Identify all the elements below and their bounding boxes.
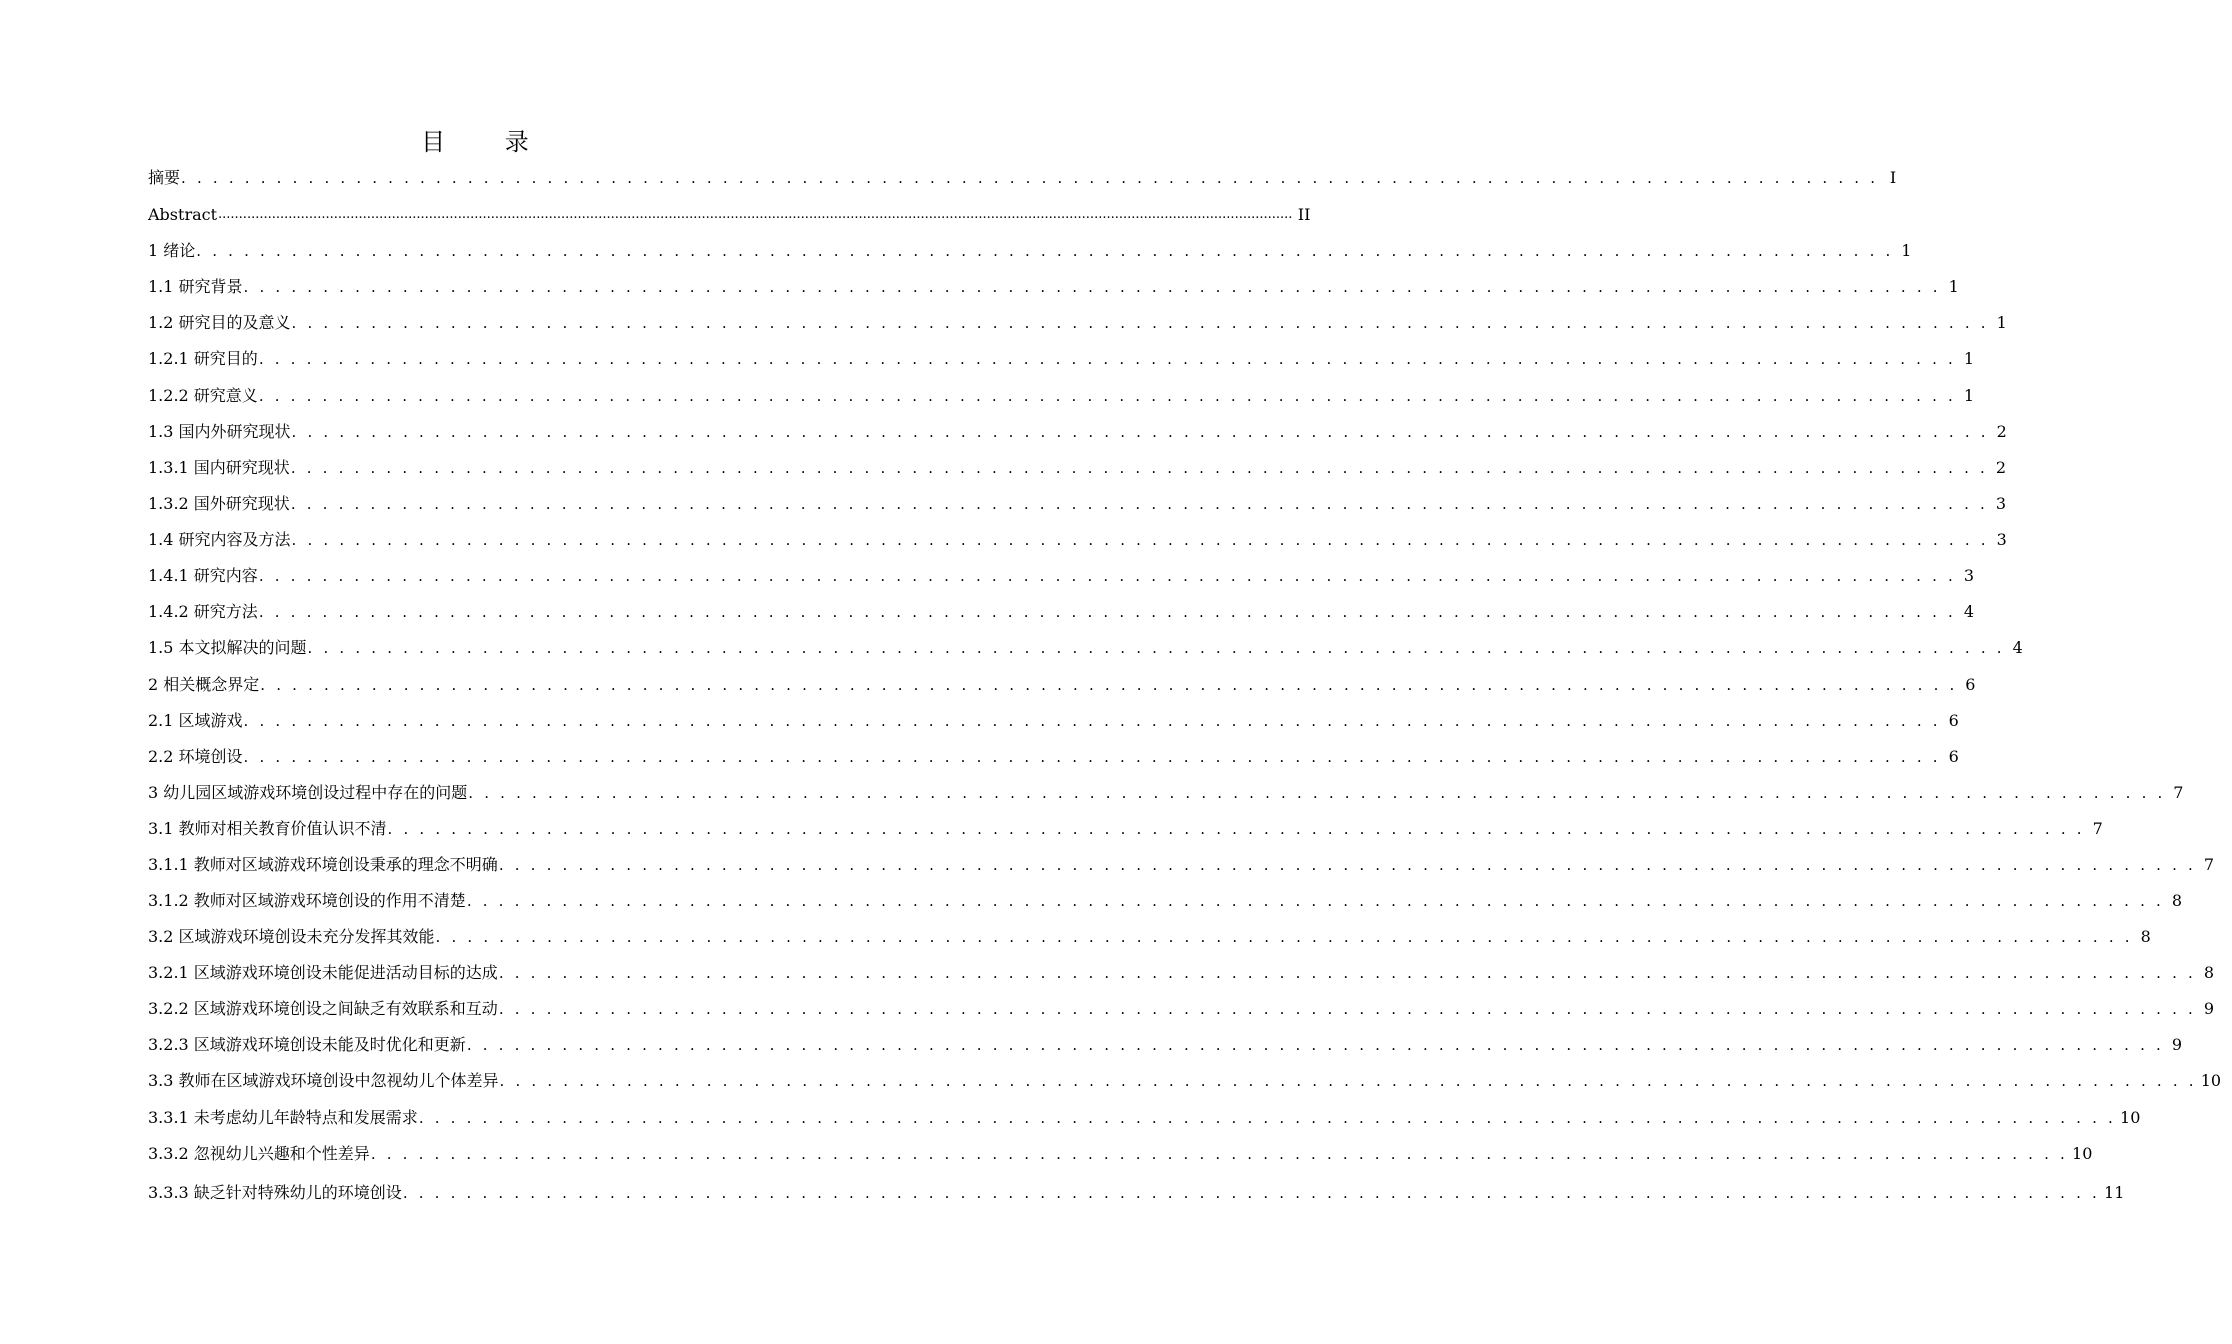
- toc-leader-dots: . . . . . . . . . . . . . . . . . . . . . . . . . . . . . . . . . . . . . . . . . . . . . . . . . . . . . . . . . . . . . . . . . . . . . . . . . . . . . . . . . . . . . . . . . . . . . . . . . . . . . . . . . . .: [435, 928, 2133, 946]
- toc-leader-dots: . . . . . . . . . . . . . . . . . . . . . . . . . . . . . . . . . . . . . . . . . . . . . . . . . . . . . . . . . . . . . . . . . . . . . . . . . . . . . . . . . . . . . . . . . . . . . . . . . . . . . . . . . . .: [258, 567, 1957, 585]
- toc-entry[interactable]: [148, 775, 2184, 803]
- toc-page-number: 8: [2203, 963, 2215, 982]
- toc-entry[interactable]: [148, 522, 2007, 550]
- toc-leader-dots: . . . . . . . . . . . . . . . . . . . . . . . . . . . . . . . . . . . . . . . . . . . . . . . . . . . . . . . . . . . . . . . . . . . . . . . . . . . . . . . . . . . . . . . . . . . . . . . . . . . . . . . . . . .: [181, 169, 1879, 187]
- toc-entry[interactable]: [148, 847, 2215, 875]
- toc-leader-dots: . . . . . . . . . . . . . . . . . . . . . . . . . . . . . . . . . . . . . . . . . . . . . . . . . . . . . . . . . . . . . . . . . . . . . . . . . . . . . . . . . . . . . . . . . . . . . . . . . . . . . . . . . . .: [498, 856, 2197, 874]
- toc-entry[interactable]: [148, 1063, 2222, 1091]
- toc-leader-dots: . . . . . . . . . . . . . . . . . . . . . . . . . . . . . . . . . . . . . . . . . . . . . . . . . . . . . . . . . . . . . . . . . . . . . . . . . . . . . . . . . . . . . . . . . . . . . . . . . . . . . . . . . . .: [402, 1184, 2101, 1202]
- toc-leader-dots: . . . . . . . . . . . . . . . . . . . . . . . . . . . . . . . . . . . . . . . . . . . . . . . . . . . . . . . . . . . . . . . . . . . . . . . . . . . . . . . . . . . . . . . . . . . . . . . . . . . . . . . . . . .: [290, 495, 1989, 513]
- toc-entry[interactable]: [148, 1136, 2093, 1164]
- toc-entry-label: 3.3 教师在区域游戏环境创设中忽视幼儿个体差异: [148, 1071, 499, 1090]
- toc-entry-label: 3.1.2 教师对区域游戏环境创设的作用不清楚: [148, 891, 466, 910]
- toc-entry[interactable]: [148, 1175, 2125, 1203]
- toc-page-number: 4: [1963, 602, 1975, 621]
- toc-leader-dots: . . . . . . . . . . . . . . . . . . . . . . . . . . . . . . . . . . . . . . . . . . . . . . . . . . . . . . . . . . . . . . . . . . . . . . . . . . . . . . . . . . . . . . . . . . . . . . . . . . . . . . . . . . .: [307, 639, 2005, 657]
- toc-entry[interactable]: [148, 269, 1959, 297]
- toc-page-number: 1: [1963, 386, 1975, 405]
- toc-leader-dots: . . . . . . . . . . . . . . . . . . . . . . . . . . . . . . . . . . . . . . . . . . . . . . . . . . . . . . . . . . . . . . . . . . . . . . . . . . . . . . . . . . . . . . . . . . . . . . . . . . . . . . . . . . .: [243, 748, 1941, 766]
- toc-leader-dots: . . . . . . . . . . . . . . . . . . . . . . . . . . . . . . . . . . . . . . . . . . . . . . . . . . . . . . . . . . . . . . . . . . . . . . . . . . . . . . . . . . . . . . . . . . . . . . . . . . . . . . . . . . .: [196, 242, 1894, 260]
- toc-leader-dots: . . . . . . . . . . . . . . . . . . . . . . . . . . . . . . . . . . . . . . . . . . . . . . . . . . . . . . . . . . . . . . . . . . . . . . . . . . . . . . . . . . . . . . . . . . . . . . . . . . . . . . . . . . .: [291, 423, 1989, 441]
- toc-entry-label: 2 相关概念界定: [148, 675, 260, 694]
- toc-page-number: 2: [1995, 458, 2007, 477]
- toc-entry-label: 3 幼儿园区域游戏环境创设过程中存在的问题: [148, 783, 468, 802]
- toc-page-number: 8: [2171, 891, 2183, 910]
- toc-entry-label: 3.1.1 教师对区域游戏环境创设秉承的理念不明确: [148, 855, 498, 874]
- toc-leader-dots: . . . . . . . . . . . . . . . . . . . . . . . . . . . . . . . . . . . . . . . . . . . . . . . . . . . . . . . . . . . . . . . . . . . . . . . . . . . . . . . . . . . . . . . . . . . . . . . . . . . . . . . . . . .: [258, 603, 1957, 621]
- toc-entry-label: 3.3.2 忽视幼儿兴趣和个性差异: [148, 1144, 370, 1163]
- toc-page-number: 3: [1995, 494, 2007, 513]
- toc-page-number: 1: [1996, 313, 2007, 332]
- toc-entry-label: 1.2.1 研究目的: [148, 349, 258, 368]
- toc-entry-label: 1.3.2 国外研究现状: [148, 494, 290, 513]
- toc-page-number: I: [1889, 168, 1897, 187]
- toc-entry-label: 3.2 区域游戏环境创设未充分发挥其效能: [148, 927, 435, 946]
- toc-leader-dots: . . . . . . . . . . . . . . . . . . . . . . . . . . . . . . . . . . . . . . . . . . . . . . . . . . . . . . . . . . . . . . . . . . . . . . . . . . . . . . . . . . . . . . . . . . . . . . . . . . . . . . . . . . .: [258, 387, 1957, 405]
- toc-page-number: 6: [1948, 747, 1959, 766]
- toc-entry[interactable]: [148, 919, 2151, 947]
- toc-entry-label: 3.3.1 未考虑幼儿年龄特点和发展需求: [148, 1108, 418, 1127]
- toc-entry-label: 摘要: [148, 168, 181, 187]
- toc-entry[interactable]: [148, 594, 1975, 622]
- toc-leader-dots: . . . . . . . . . . . . . . . . . . . . . . . . . . . . . . . . . . . . . . . . . . . . . . . . . . . . . . . . . . . . . . . . . . . . . . . . . . . . . . . . . . . . . . . . . . . . . . . . . . . . . . . . . . .: [418, 1109, 2117, 1127]
- toc-entry-label: 2.2 环境创设: [148, 747, 243, 766]
- toc-entry[interactable]: [148, 414, 2007, 442]
- toc-page-number: 7: [2203, 855, 2215, 874]
- toc-leader-dots: . . . . . . . . . . . . . . . . . . . . . . . . . . . . . . . . . . . . . . . . . . . . . . . . . . . . . . . . . . . . . . . . . . . . . . . . . . . . . . . . . . . . . . . . . . . . . . . . . . . . . . . . . . .: [290, 459, 1989, 477]
- toc-entry-label: 3.3.3 缺乏针对特殊幼儿的环境创设: [148, 1183, 402, 1202]
- toc-leader-dots: . . . . . . . . . . . . . . . . . . . . . . . . . . . . . . . . . . . . . . . . . . . . . . . . . . . . . . . . . . . . . . . . . . . . . . . . . . . . . . . . . . . . . . . . . . . . . . . . . . . . . . . . . . .: [466, 892, 2165, 910]
- toc-page-number: 6: [1948, 711, 1959, 730]
- toc-entry-label: 1.4.1 研究内容: [148, 566, 258, 585]
- toc-entry[interactable]: [148, 450, 2007, 478]
- toc-entry[interactable]: [148, 1027, 2183, 1055]
- toc-page-number: 10: [2072, 1144, 2093, 1163]
- toc-entry[interactable]: [148, 233, 1912, 261]
- toc-page-number: 2: [1996, 422, 2007, 441]
- toc-leader-dots: . . . . . . . . . . . . . . . . . . . . . . . . . . . . . . . . . . . . . . . . . . . . . . . . . . . . . . . . . . . . . . . . . . . . . . . . . . . . . . . . . . . . . . . . . . . . . . . . . . . . . . . . . . .: [370, 1145, 2069, 1163]
- toc-entry-label: 1.5 本文拟解决的问题: [148, 638, 307, 657]
- toc-leader-dots: ....................................................................................................................................................................................................................................................................: [218, 207, 1293, 222]
- toc-page-number: 9: [2203, 999, 2215, 1018]
- toc-leader-dots: . . . . . . . . . . . . . . . . . . . . . . . . . . . . . . . . . . . . . . . . . . . . . . . . . . . . . . . . . . . . . . . . . . . . . . . . . . . . . . . . . . . . . . . . . . . . . . . . . . . . . . . . . . .: [468, 784, 2166, 802]
- toc-entry[interactable]: [148, 883, 2183, 911]
- toc-entry[interactable]: [148, 160, 1897, 188]
- toc-page-number: 10: [2200, 1071, 2222, 1090]
- toc-page-number: 8: [2140, 927, 2151, 946]
- toc-entry[interactable]: [148, 667, 1976, 695]
- page-title: 目 录: [421, 128, 555, 156]
- toc-entry[interactable]: [148, 1100, 2141, 1128]
- toc-leader-dots: . . . . . . . . . . . . . . . . . . . . . . . . . . . . . . . . . . . . . . . . . . . . . . . . . . . . . . . . . . . . . . . . . . . . . . . . . . . . . . . . . . . . . . . . . . . . . . . . . . . . . . . . . . .: [499, 1072, 2197, 1090]
- toc-leader-dots: . . . . . . . . . . . . . . . . . . . . . . . . . . . . . . . . . . . . . . . . . . . . . . . . . . . . . . . . . . . . . . . . . . . . . . . . . . . . . . . . . . . . . . . . . . . . . . . . . . . . . . . . . . .: [291, 531, 1989, 549]
- toc-entry[interactable]: [148, 197, 1311, 225]
- toc-page-number: 7: [2173, 783, 2184, 802]
- toc-entry[interactable]: [148, 378, 1975, 406]
- toc-entry-label: 1 绪论: [148, 241, 196, 260]
- toc-entry[interactable]: [148, 486, 2007, 514]
- toc-entry[interactable]: [148, 703, 1959, 731]
- toc-leader-dots: . . . . . . . . . . . . . . . . . . . . . . . . . . . . . . . . . . . . . . . . . . . . . . . . . . . . . . . . . . . . . . . . . . . . . . . . . . . . . . . . . . . . . . . . . . . . . . . . . . . . . . . . . . .: [260, 676, 1958, 694]
- toc-entry-label: 1.1 研究背景: [148, 277, 243, 296]
- toc-leader-dots: . . . . . . . . . . . . . . . . . . . . . . . . . . . . . . . . . . . . . . . . . . . . . . . . . . . . . . . . . . . . . . . . . . . . . . . . . . . . . . . . . . . . . . . . . . . . . . . . . . . . . . . . . . .: [291, 314, 1989, 332]
- toc-page-number: 4: [2012, 638, 2023, 657]
- toc-entry-label: Abstract: [148, 205, 218, 224]
- toc-page-number: 1: [1963, 349, 1975, 368]
- toc-entry[interactable]: [148, 305, 2007, 333]
- toc-entry-label: 1.4.2 研究方法: [148, 602, 258, 621]
- toc-entry-label: 3.2.2 区域游戏环境创设之间缺乏有效联系和互动: [148, 999, 498, 1018]
- toc-leader-dots: . . . . . . . . . . . . . . . . . . . . . . . . . . . . . . . . . . . . . . . . . . . . . . . . . . . . . . . . . . . . . . . . . . . . . . . . . . . . . . . . . . . . . . . . . . . . . . . . . . . . . . . . . . .: [498, 964, 2197, 982]
- toc-leader-dots: . . . . . . . . . . . . . . . . . . . . . . . . . . . . . . . . . . . . . . . . . . . . . . . . . . . . . . . . . . . . . . . . . . . . . . . . . . . . . . . . . . . . . . . . . . . . . . . . . . . . . . . . . . .: [243, 712, 1941, 730]
- toc-entry-label: 3.2.3 区域游戏环境创设未能及时优化和更新: [148, 1035, 466, 1054]
- toc-page-number: 7: [2092, 819, 2103, 838]
- toc-page-number: II: [1297, 205, 1311, 224]
- toc-leader-dots: . . . . . . . . . . . . . . . . . . . . . . . . . . . . . . . . . . . . . . . . . . . . . . . . . . . . . . . . . . . . . . . . . . . . . . . . . . . . . . . . . . . . . . . . . . . . . . . . . . . . . . . . . . .: [243, 278, 1941, 296]
- toc-entry-label: 3.2.1 区域游戏环境创设未能促进活动目标的达成: [148, 963, 498, 982]
- toc-entry[interactable]: [148, 991, 2215, 1019]
- toc-entry-label: 1.2 研究目的及意义: [148, 313, 291, 332]
- toc-page-number: 9: [2171, 1035, 2183, 1054]
- toc-leader-dots: . . . . . . . . . . . . . . . . . . . . . . . . . . . . . . . . . . . . . . . . . . . . . . . . . . . . . . . . . . . . . . . . . . . . . . . . . . . . . . . . . . . . . . . . . . . . . . . . . . . . . . . . . . .: [387, 820, 2085, 838]
- toc-leader-dots: . . . . . . . . . . . . . . . . . . . . . . . . . . . . . . . . . . . . . . . . . . . . . . . . . . . . . . . . . . . . . . . . . . . . . . . . . . . . . . . . . . . . . . . . . . . . . . . . . . . . . . . . . . .: [498, 1000, 2197, 1018]
- toc-entry-label: 1.3.1 国内研究现状: [148, 458, 290, 477]
- toc-entry[interactable]: [148, 630, 2023, 658]
- toc-entry-label: 1.2.2 研究意义: [148, 386, 258, 405]
- toc-page-number: 3: [1963, 566, 1975, 585]
- toc-entry[interactable]: [148, 811, 2103, 839]
- toc-entry[interactable]: [148, 739, 1959, 767]
- toc-leader-dots: . . . . . . . . . . . . . . . . . . . . . . . . . . . . . . . . . . . . . . . . . . . . . . . . . . . . . . . . . . . . . . . . . . . . . . . . . . . . . . . . . . . . . . . . . . . . . . . . . . . . . . . . . . .: [258, 350, 1957, 368]
- toc-page-number: 11: [2104, 1183, 2125, 1202]
- toc-entry-label: 1.3 国内外研究现状: [148, 422, 291, 441]
- toc-entry[interactable]: [148, 341, 1975, 369]
- toc-page-number: 1: [1901, 241, 1912, 260]
- toc-entry[interactable]: [148, 558, 1975, 586]
- toc-entry-label: 1.4 研究内容及方法: [148, 530, 291, 549]
- toc-entry-label: 2.1 区域游戏: [148, 711, 243, 730]
- toc-leader-dots: . . . . . . . . . . . . . . . . . . . . . . . . . . . . . . . . . . . . . . . . . . . . . . . . . . . . . . . . . . . . . . . . . . . . . . . . . . . . . . . . . . . . . . . . . . . . . . . . . . . . . . . . . . .: [466, 1036, 2165, 1054]
- toc-entry-label: 3.1 教师对相关教育价值认识不清: [148, 819, 387, 838]
- toc-page-number: 6: [1965, 675, 1976, 694]
- toc-page-number: 3: [1996, 530, 2007, 549]
- toc-entry[interactable]: [148, 955, 2215, 983]
- toc-page-number: 10: [2120, 1108, 2141, 1127]
- toc-page-number: 1: [1948, 277, 1959, 296]
